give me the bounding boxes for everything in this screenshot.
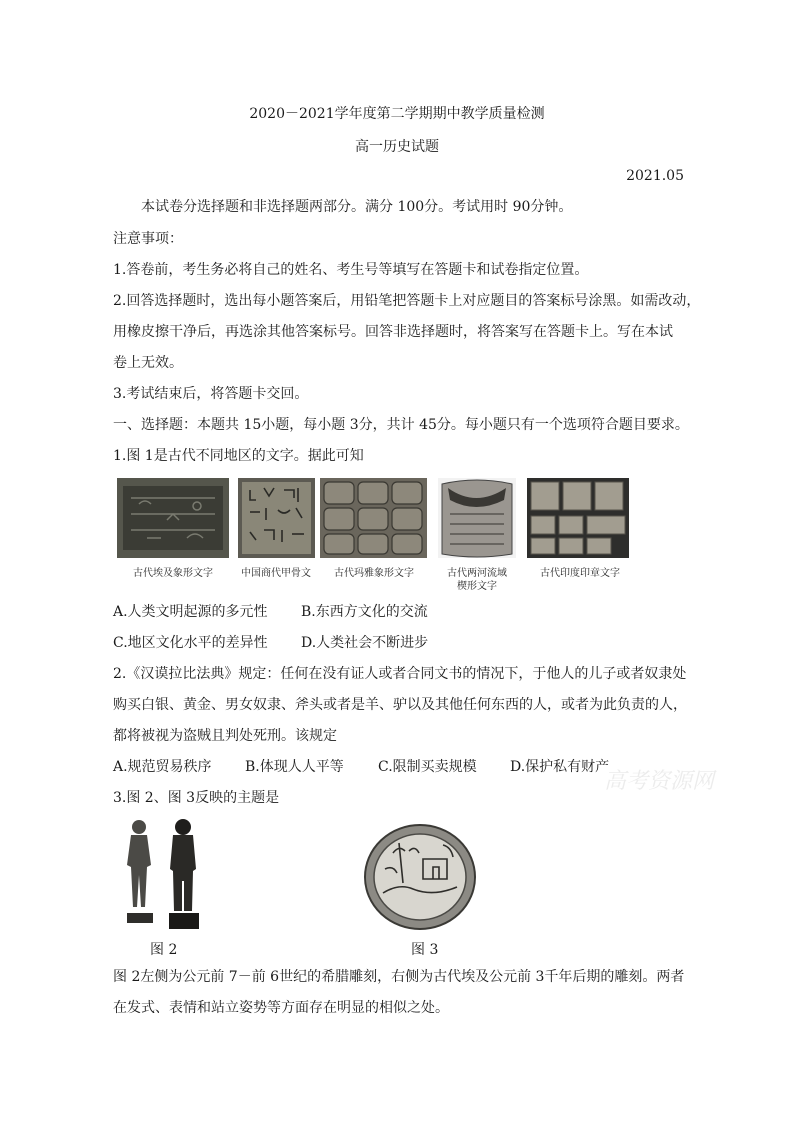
caption-egypt: 古代埃及象形文字 bbox=[133, 568, 213, 579]
q3-stem: 3.图 2、图 3反映的主题是 bbox=[113, 790, 280, 806]
note-1: 1.答卷前，考生务必将自己的姓名、考生号等填写在答题卡和试卷指定位置。 bbox=[113, 262, 589, 278]
cuneiform-image bbox=[438, 478, 516, 558]
oracle-bone-image bbox=[238, 478, 315, 558]
exam-title: 2020－2021学年度第二学期期中教学质量检测 bbox=[249, 106, 545, 122]
q2-line2: 购买白银、黄金、男女奴隶、斧头或者是羊、驴以及其他任何东西的人，或者为此负责的人， bbox=[113, 697, 687, 713]
caption-indus: 古代印度印章文字 bbox=[540, 568, 620, 579]
note-2-line1: 2.回答选择题时，选出每小题答案后，用铅笔把答题卡上对应题目的答案标号涂黑。如需改动， bbox=[113, 293, 701, 309]
caption-maya: 古代玛雅象形文字 bbox=[334, 568, 414, 579]
figure-3-label: 图 3 bbox=[411, 942, 439, 958]
section-heading: 一、选择题：本题共 15小题，每小题 3分，共计 45分。每小题只有一个选项符合题目要求。 bbox=[113, 417, 689, 433]
q2-option-c[interactable]: C.限制买卖规模 bbox=[378, 759, 477, 775]
q1-option-a[interactable]: A.人类文明起源的多元性 bbox=[113, 604, 268, 620]
q1-option-c[interactable]: C.地区文化水平的差异性 bbox=[113, 635, 268, 651]
figure-3-plate-image bbox=[363, 823, 477, 931]
q2-line3: 都将被视为盗贼且判处死刑。该规定 bbox=[113, 728, 337, 744]
maya-glyph-image bbox=[320, 478, 427, 558]
q3-desc-line1: 图 2左侧为公元前 7－前 6世纪的希腊雕刻，右侧为古代埃及公元前 3千年后期的雕刻。两者 bbox=[113, 969, 685, 985]
caption-mesopotamia-2: 楔形文字 bbox=[457, 581, 497, 592]
figure-2-statues-image bbox=[113, 815, 209, 935]
egyptian-hieroglyph-image bbox=[117, 478, 229, 558]
indus-seal-image bbox=[527, 478, 629, 558]
q1-option-b[interactable]: B.东西方文化的交流 bbox=[301, 604, 428, 620]
q2-option-b[interactable]: B.体现人人平等 bbox=[245, 759, 344, 775]
q2-option-d[interactable]: D.保护私有财产 bbox=[510, 759, 610, 775]
watermark: 高考资源网 bbox=[604, 769, 715, 794]
q2-option-a[interactable]: A.规范贸易秩序 bbox=[113, 759, 212, 775]
note-2-line2: 用橡皮擦干净后，再选涂其他答案标号。回答非选择题时，将答案写在答题卡上。写在本试 bbox=[113, 324, 673, 340]
q1-option-d[interactable]: D.人类社会不断进步 bbox=[301, 635, 429, 651]
figure-2-label: 图 2 bbox=[150, 942, 178, 958]
q2-line1: 2.《汉谟拉比法典》规定：任何在没有证人或者合同文书的情况下，于他人的儿子或者奴隶处 bbox=[113, 666, 687, 682]
exam-subtitle: 高一历史试题 bbox=[355, 139, 439, 155]
note-3: 3.考试结束后，将答题卡交回。 bbox=[113, 386, 309, 402]
q3-desc-line2: 在发式、表情和站立姿势等方面存在明显的相似之处。 bbox=[113, 1000, 449, 1016]
intro-text: 本试卷分选择题和非选择题两部分。满分 100分。考试用时 90分钟。 bbox=[141, 199, 573, 215]
q1-stem: 1.图 1是古代不同地区的文字。据此可知 bbox=[113, 448, 364, 464]
caption-oracle-bone: 中国商代甲骨文 bbox=[241, 568, 311, 579]
note-2-line3: 卷上无效。 bbox=[113, 355, 183, 371]
exam-date: 2021.05 bbox=[626, 168, 684, 184]
notes-heading: 注意事项： bbox=[113, 231, 183, 247]
caption-mesopotamia-1: 古代两河流域 bbox=[447, 568, 507, 579]
